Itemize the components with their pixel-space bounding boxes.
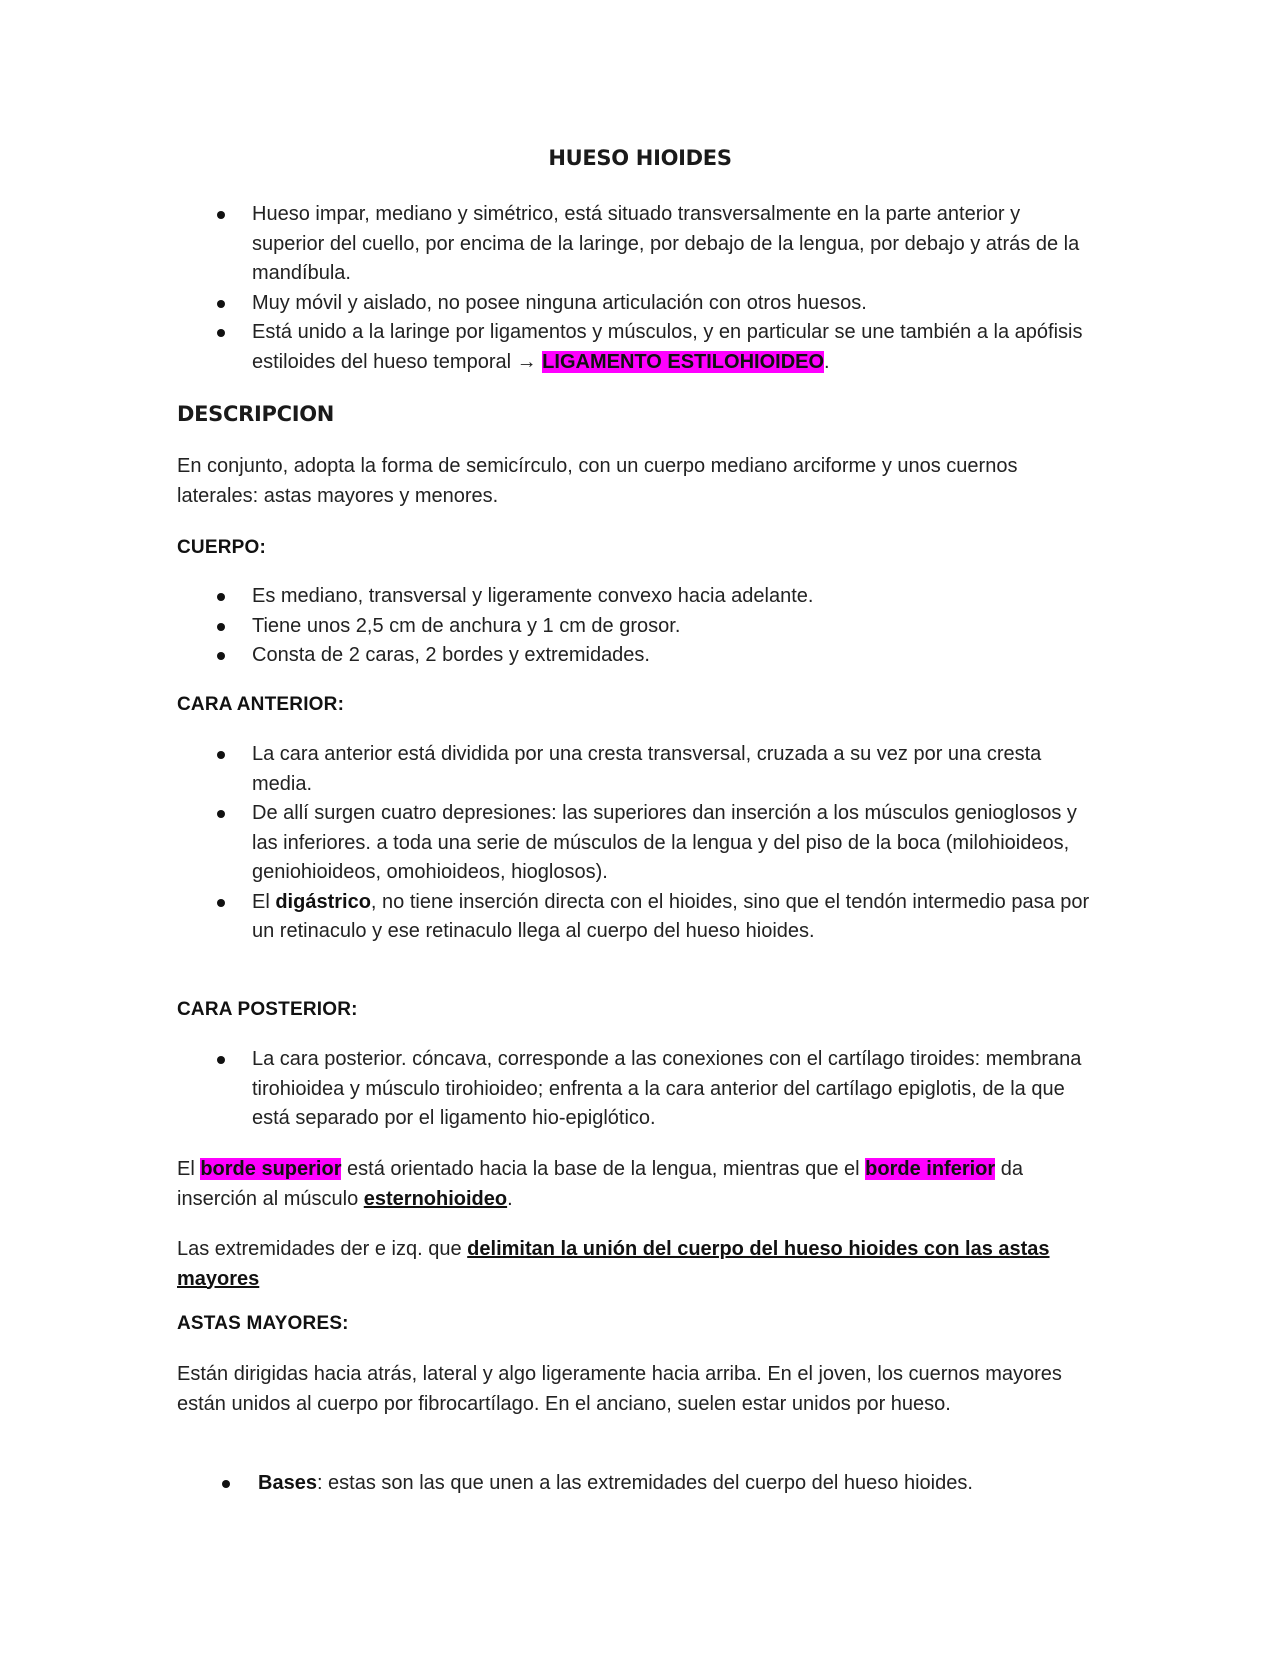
descripcion-text: En conjunto, adopta la forma de semicírculo, con un cuerpo mediano arciforme y unos cuernos laterales: astas mayores y menores.: [177, 455, 1018, 507]
heading-cara-posterior: CARA POSTERIOR:: [177, 999, 358, 1020]
list-item: Es mediano, transversal y ligeramente convexo hacia adelante.: [177, 582, 1097, 612]
list-item: La cara posterior. cóncava, corresponde a las conexiones con el cartílago tiroides: membrana tirohioidea y músculo tirohioideo; enfrenta a la cara anterior del cartílago epiglotis, de la que está separado por el ligamento hio-epiglótico.: [177, 1045, 1097, 1134]
bordes-paragraph: El borde superior está orientado hacia la base de la lengua, mientras que el borde inferior da inserción al músculo esternohioideo.: [177, 1158, 1023, 1210]
bullet-icon: [217, 751, 225, 759]
list-item: La cara anterior está dividida por una cresta transversal, cruzada a su vez por una cresta media.: [177, 740, 1097, 799]
section-heading-descripcion: DESCRIPCION: [177, 402, 335, 426]
heading-cuerpo: CUERPO:: [177, 537, 267, 558]
bullet-icon: [217, 899, 225, 907]
list-item: De allí surgen cuatro depresiones: las superiores dan inserción a los músculos genioglosos y las inferiores. a toda una serie de músculos de la lengua y del piso de la boca (milohioideos, geniohioideos, omohioideos, hioglosos).: [177, 799, 1097, 888]
esternohioideo-term: esternohioideo: [363, 1187, 508, 1210]
bullet-icon: [222, 1480, 230, 1488]
highlight-ligamento: LIGAMENTO ESTILOHIOIDEO: [542, 350, 825, 373]
bullet-icon: [217, 623, 225, 631]
bullet-icon: [217, 1056, 225, 1064]
extremidades-emphasis: delimitan la unión del cuerpo del hueso hioides con las astas mayores: [177, 1238, 1050, 1290]
digastrico-term: digástrico: [275, 890, 371, 913]
bullet-icon: [217, 652, 225, 660]
highlight-borde-inferior: borde inferior: [865, 1158, 996, 1180]
list-item: Está unido a la laringe por ligamentos y músculos, y en particular se une también a la apófisis estiloides del hueso temporal → LIGAMENTO ESTILOHIOIDEO.: [177, 318, 1097, 377]
astas-mayores-list: [177, 1469, 1097, 1499]
bullet-icon: [217, 810, 225, 818]
arrow-icon: →: [516, 350, 537, 373]
heading-astas-mayores: ASTAS MAYORES:: [177, 1313, 349, 1334]
bullet-icon: [217, 211, 225, 219]
list-item: Consta de 2 caras, 2 bordes y extremidades.: [177, 641, 1097, 671]
cara-posterior-list: [177, 1045, 1097, 1134]
cuerpo-list: [177, 582, 1097, 671]
list-item: Muy móvil y aislado, no posee ninguna articulación con otros huesos.: [177, 289, 1097, 319]
bullet-icon: [217, 300, 225, 308]
heading-cara-anterior: CARA ANTERIOR:: [177, 694, 345, 715]
list-item: Bases: estas son las que unen a las extremidades del cuerpo del hueso hioides.: [177, 1469, 1097, 1499]
bullet-icon: [217, 329, 225, 337]
extremidades-paragraph: Las extremidades der e izq. que delimitan la unión del cuerpo del hueso hioides con las astas mayores: [177, 1238, 1050, 1290]
bullet-icon: [217, 593, 225, 601]
highlight-borde-superior: borde superior: [200, 1158, 342, 1180]
cara-anterior-list: [177, 740, 1097, 947]
intro-list: [177, 200, 1097, 377]
astas-mayores-text: Están dirigidas hacia atrás, lateral y algo ligeramente hacia arriba. En el joven, los cuernos mayores están unidos al cuerpo por fibrocartílago. En el anciano, suelen estar unidos por hueso.: [177, 1363, 1062, 1415]
bases-label: Bases: [258, 1472, 317, 1494]
page-title: HUESO HIOIDES: [548, 146, 732, 170]
list-item: Tiene unos 2,5 cm de anchura y 1 cm de grosor.: [177, 612, 1097, 642]
list-item: El digástrico, no tiene inserción directa con el hioides, sino que el tendón intermedio pasa por un retinaculo y ese retinaculo llega al cuerpo del hueso hioides.: [177, 888, 1097, 947]
list-item: Hueso impar, mediano y simétrico, está situado transversalmente en la parte anterior y superior del cuello, por encima de la laringe, por debajo de la lengua, por debajo y atrás de la mandíbula.: [177, 200, 1097, 289]
